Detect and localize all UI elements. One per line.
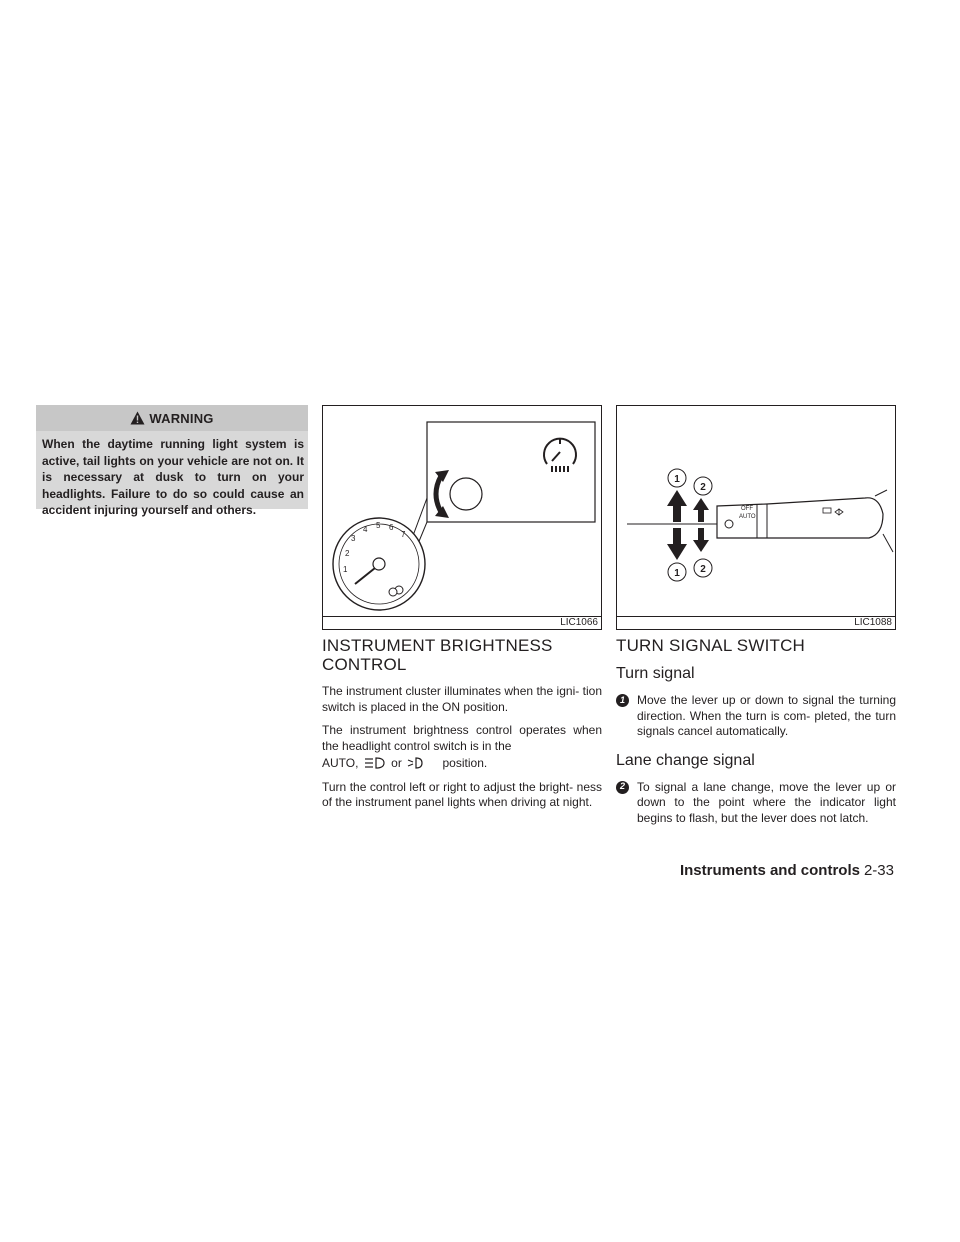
parking-light-icon (407, 757, 423, 769)
gauge-number: 4 (363, 525, 368, 534)
gauge-number: 7 (401, 530, 406, 539)
subheading: Lane change signal (616, 751, 755, 769)
callout-label: 1 (674, 474, 680, 485)
headlight-icon (364, 757, 386, 769)
gauge-number: 1 (343, 565, 348, 574)
gauge-number: 3 (351, 534, 356, 543)
gauge-number: 6 (389, 523, 394, 532)
stalk-illustration (617, 406, 895, 616)
or-label: or (391, 756, 402, 770)
item-text: To signal a lane change, move the lever up or down to the point where the indicator light begins to flash, but the lever does not latch. (637, 779, 896, 825)
item-number-badge: 2 (616, 781, 629, 794)
heading-line: INSTRUMENT BRIGHTNESS (322, 636, 553, 655)
paragraph: The instrument brightness control operates when the headlight control switch is in the (322, 723, 602, 753)
paragraph: Turn the control left or right to adjust the bright- ness of the instrument panel lights when driving at night. (322, 779, 602, 809)
callout-label: 2 (700, 482, 706, 493)
numbered-item (616, 780, 896, 827)
warning-triangle-icon (130, 411, 145, 425)
figure-code: LIC1088 (854, 617, 892, 628)
auto-label: AUTO, (322, 756, 359, 770)
paragraph-continuation (322, 756, 602, 772)
instrument-illustration (323, 406, 601, 616)
callout-label: 1 (674, 568, 680, 579)
figure-code: LIC1066 (560, 617, 598, 628)
callout-label: 2 (700, 564, 706, 575)
figure-turn-signal (616, 405, 896, 630)
subheading: Turn signal (616, 665, 695, 682)
section-heading: TURN SIGNAL SWITCH (616, 636, 806, 655)
stalk-label: OFF (741, 506, 753, 512)
gauge-number: 5 (376, 521, 381, 530)
item-text: Move the lever up or down to signal the turning direction. When the turn is com- pleted, the turn signals cancel automatically. (637, 693, 896, 738)
warning-title: WARNING (149, 410, 214, 426)
warning-text: When the daytime running light system is active, tail lights on your vehicle are not on. It is necessary at dusk to turn on your headlights. Failure to do so could cause an accident injuring yourself and others. (42, 437, 304, 517)
numbered-item (616, 693, 896, 740)
heading-line: CONTROL (322, 655, 407, 674)
warning-box (36, 405, 308, 517)
position-label: position. (442, 756, 488, 770)
stalk-label: AUTO (739, 514, 756, 520)
paragraph: The instrument cluster illuminates when the igni- tion switch is placed in the ON position. (322, 684, 602, 714)
figure-instrument-brightness (322, 405, 602, 630)
page-footer (680, 862, 894, 880)
turn-signal-section (616, 636, 896, 826)
gauge-number: 2 (345, 549, 350, 558)
item-number-badge: 1 (616, 694, 629, 707)
section-heading (322, 636, 602, 674)
warning-header (36, 405, 308, 431)
page-number: 2-33 (863, 862, 894, 879)
instrument-section (322, 636, 602, 811)
footer-title: Instruments and controls (679, 862, 860, 879)
